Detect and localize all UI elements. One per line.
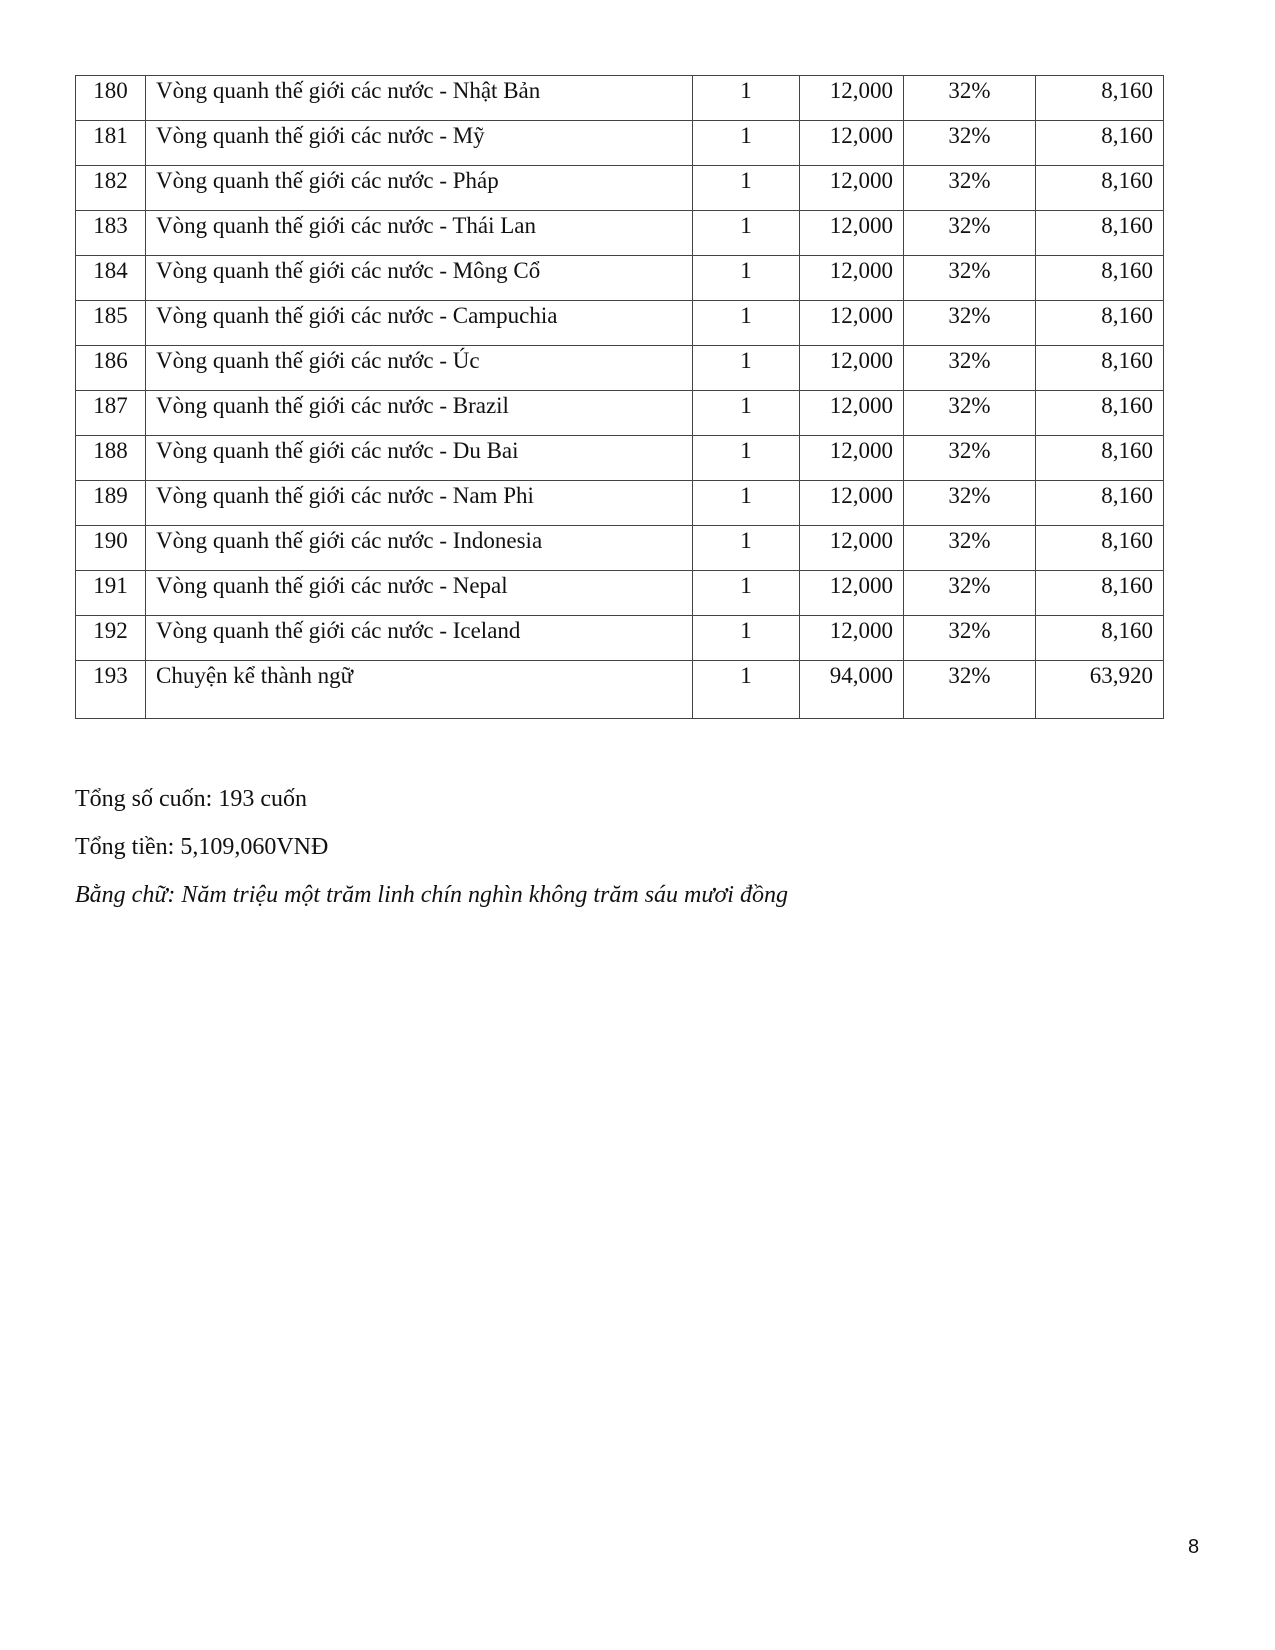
- table-row: [76, 481, 1164, 526]
- total-count-text: Tổng số cuốn: 193 cuốn: [75, 786, 307, 812]
- row-number-cell: 187: [76, 391, 146, 436]
- unit-price-cell: 12,000: [800, 481, 904, 526]
- unit-price-cell: 12,000: [800, 391, 904, 436]
- book-title-cell: Vòng quanh thế giới các nước - Thái Lan: [146, 211, 693, 256]
- book-title-cell: Vòng quanh thế giới các nước - Du Bai: [146, 436, 693, 481]
- book-title-cell: Vòng quanh thế giới các nước - Nepal: [146, 571, 693, 616]
- table-row: [76, 391, 1164, 436]
- unit-price-cell: 12,000: [800, 301, 904, 346]
- line-total-cell: 8,160: [1036, 76, 1164, 121]
- quantity-cell: 1: [693, 346, 800, 391]
- quantity-cell: 1: [693, 166, 800, 211]
- row-number-cell: 186: [76, 346, 146, 391]
- book-title-cell: Vòng quanh thế giới các nước - Indonesia: [146, 526, 693, 571]
- discount-cell: 32%: [904, 616, 1036, 661]
- discount-cell: 32%: [904, 211, 1036, 256]
- unit-price-cell: 12,000: [800, 166, 904, 211]
- row-number-cell: 185: [76, 301, 146, 346]
- table-row: [76, 256, 1164, 301]
- line-total-cell: 8,160: [1036, 166, 1164, 211]
- unit-price-cell: 12,000: [800, 346, 904, 391]
- line-total-cell: 8,160: [1036, 256, 1164, 301]
- quantity-cell: 1: [693, 661, 800, 719]
- discount-cell: 32%: [904, 166, 1036, 211]
- row-number-cell: 192: [76, 616, 146, 661]
- unit-price-cell: 12,000: [800, 211, 904, 256]
- quantity-cell: 1: [693, 571, 800, 616]
- discount-cell: 32%: [904, 571, 1036, 616]
- row-number-cell: 181: [76, 121, 146, 166]
- discount-cell: 32%: [904, 121, 1036, 166]
- discount-cell: 32%: [904, 256, 1036, 301]
- book-title-cell: Vòng quanh thế giới các nước - Brazil: [146, 391, 693, 436]
- table-row: [76, 166, 1164, 211]
- table-body: [76, 76, 1164, 719]
- book-title-cell: Vòng quanh thế giới các nước - Úc: [146, 346, 693, 391]
- row-number-cell: 193: [76, 661, 146, 719]
- discount-cell: 32%: [904, 346, 1036, 391]
- book-title-cell: Vòng quanh thế giới các nước - Campuchia: [146, 301, 693, 346]
- quantity-cell: 1: [693, 616, 800, 661]
- row-number-cell: 183: [76, 211, 146, 256]
- discount-cell: 32%: [904, 436, 1036, 481]
- row-number-cell: 189: [76, 481, 146, 526]
- book-list-table: [75, 75, 1164, 719]
- table-row: [76, 211, 1164, 256]
- unit-price-cell: 12,000: [800, 76, 904, 121]
- row-number-cell: 191: [76, 571, 146, 616]
- unit-price-cell: 12,000: [800, 256, 904, 301]
- line-total-cell: 63,920: [1036, 661, 1164, 719]
- book-title-cell: Chuyện kể thành ngữ: [146, 661, 693, 719]
- line-total-cell: 8,160: [1036, 301, 1164, 346]
- quantity-cell: 1: [693, 526, 800, 571]
- quantity-cell: 1: [693, 301, 800, 346]
- line-total-cell: 8,160: [1036, 391, 1164, 436]
- discount-cell: 32%: [904, 526, 1036, 571]
- quantity-cell: 1: [693, 391, 800, 436]
- line-total-cell: 8,160: [1036, 571, 1164, 616]
- unit-price-cell: 12,000: [800, 436, 904, 481]
- quantity-cell: 1: [693, 211, 800, 256]
- row-number-cell: 190: [76, 526, 146, 571]
- discount-cell: 32%: [904, 301, 1036, 346]
- book-title-cell: Vòng quanh thế giới các nước - Mỹ: [146, 121, 693, 166]
- unit-price-cell: 12,000: [800, 571, 904, 616]
- row-number-cell: 188: [76, 436, 146, 481]
- table-row: [76, 526, 1164, 571]
- book-title-cell: Vòng quanh thế giới các nước - Mông Cổ: [146, 256, 693, 301]
- table-row: [76, 436, 1164, 481]
- amount-in-words-text: Bằng chữ: Năm triệu một trăm linh chín nghìn không trăm sáu mươi đồng: [75, 882, 788, 908]
- unit-price-cell: 12,000: [800, 121, 904, 166]
- table-row: [76, 346, 1164, 391]
- unit-price-cell: 12,000: [800, 526, 904, 571]
- line-total-cell: 8,160: [1036, 346, 1164, 391]
- line-total-cell: 8,160: [1036, 616, 1164, 661]
- total-money-text: Tổng tiền: 5,109,060VNĐ: [75, 834, 329, 860]
- table-row: [76, 661, 1164, 719]
- book-title-cell: Vòng quanh thế giới các nước - Nhật Bản: [146, 76, 693, 121]
- discount-cell: 32%: [904, 76, 1036, 121]
- quantity-cell: 1: [693, 256, 800, 301]
- row-number-cell: 182: [76, 166, 146, 211]
- line-total-cell: 8,160: [1036, 211, 1164, 256]
- row-number-cell: 180: [76, 76, 146, 121]
- discount-cell: 32%: [904, 661, 1036, 719]
- discount-cell: 32%: [904, 391, 1036, 436]
- table-row: [76, 76, 1164, 121]
- quantity-cell: 1: [693, 121, 800, 166]
- discount-cell: 32%: [904, 481, 1036, 526]
- table-row: [76, 571, 1164, 616]
- table-row: [76, 121, 1164, 166]
- row-number-cell: 184: [76, 256, 146, 301]
- page-number: 8: [1188, 1536, 1200, 1558]
- quantity-cell: 1: [693, 436, 800, 481]
- unit-price-cell: 12,000: [800, 616, 904, 661]
- line-total-cell: 8,160: [1036, 481, 1164, 526]
- table-row: [76, 616, 1164, 661]
- unit-price-cell: 94,000: [800, 661, 904, 719]
- line-total-cell: 8,160: [1036, 436, 1164, 481]
- book-title-cell: Vòng quanh thế giới các nước - Iceland: [146, 616, 693, 661]
- quantity-cell: 1: [693, 76, 800, 121]
- book-title-cell: Vòng quanh thế giới các nước - Nam Phi: [146, 481, 693, 526]
- line-total-cell: 8,160: [1036, 121, 1164, 166]
- table-row: [76, 301, 1164, 346]
- line-total-cell: 8,160: [1036, 526, 1164, 571]
- book-title-cell: Vòng quanh thế giới các nước - Pháp: [146, 166, 693, 211]
- quantity-cell: 1: [693, 481, 800, 526]
